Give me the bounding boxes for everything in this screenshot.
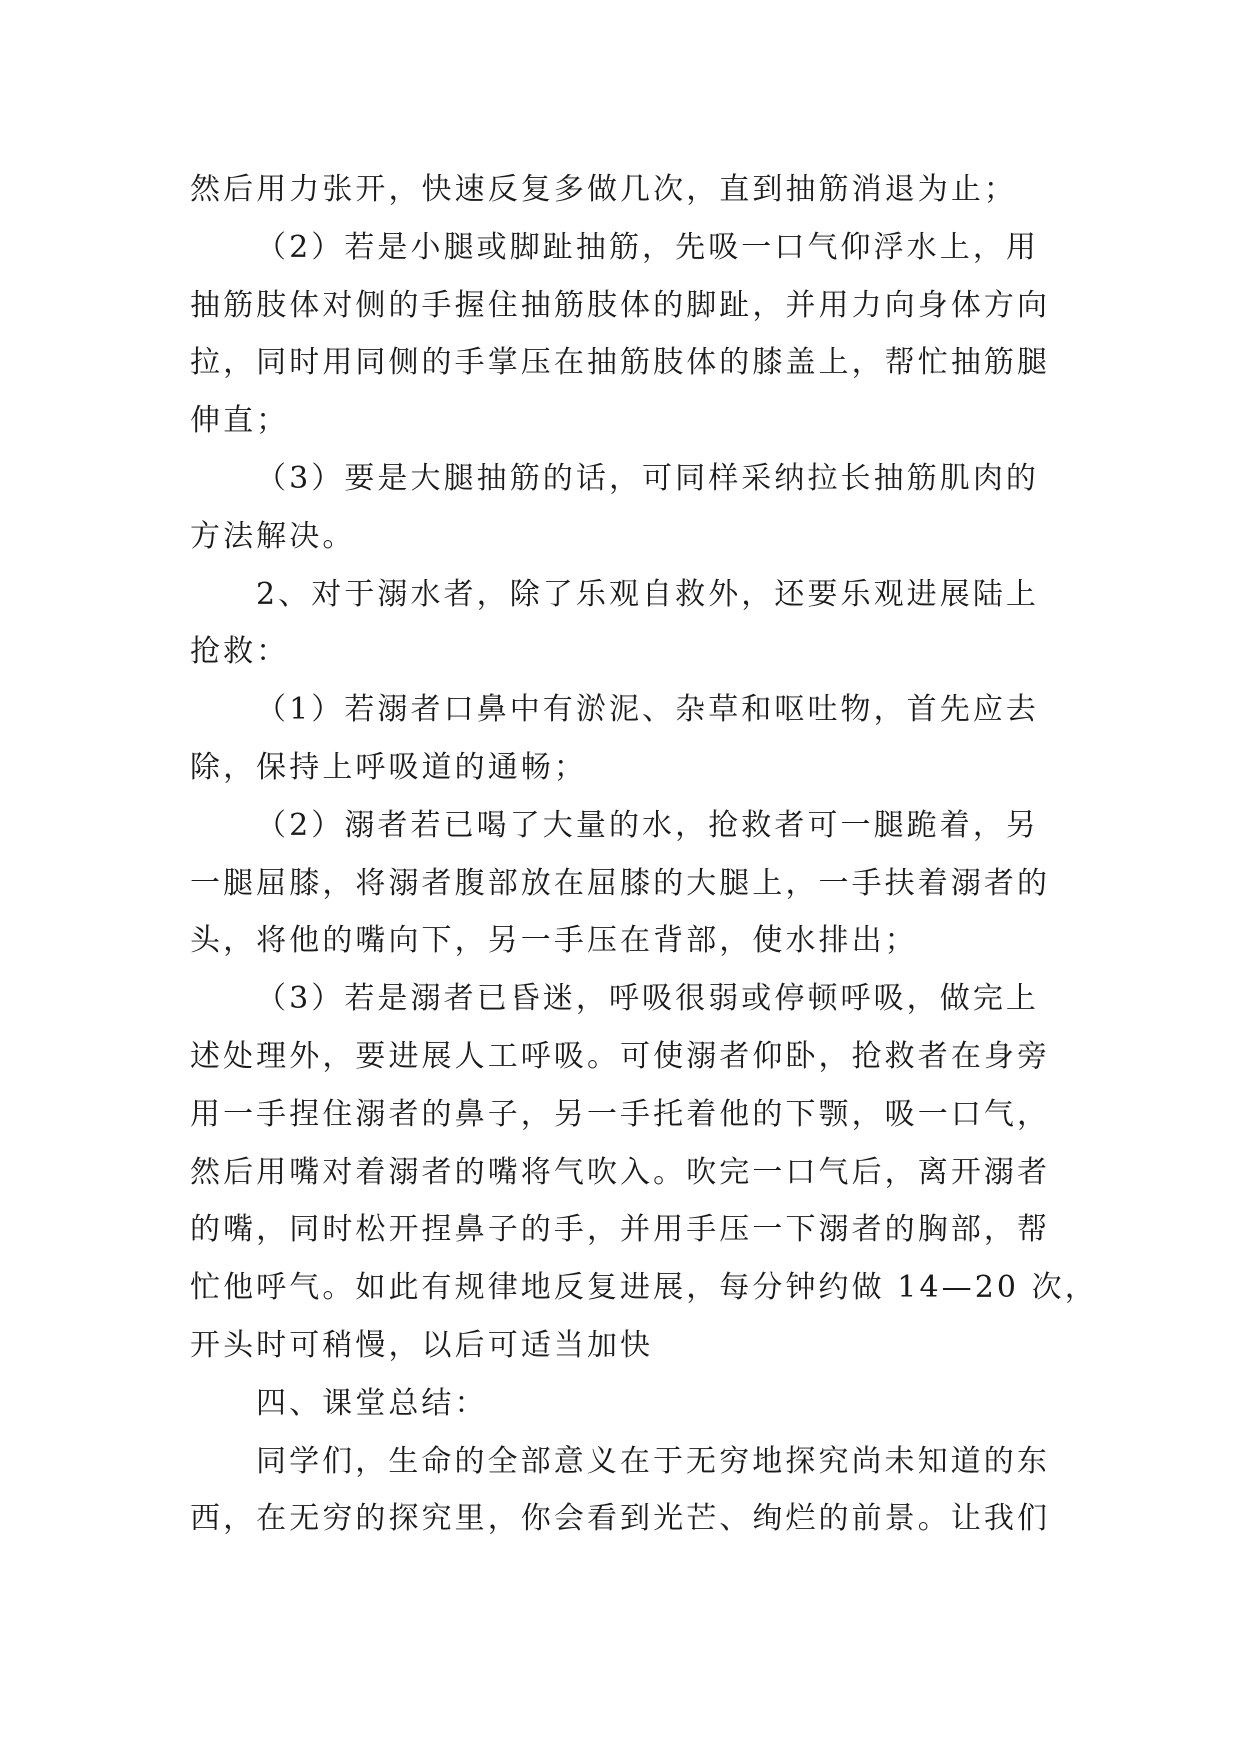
section-heading: [190, 1375, 1241, 1433]
text-line: 抽筋肢体对侧的手握住抽筋肢体的脚趾，并用力向身体方向: [190, 287, 1051, 323]
text-line: 方法解决。: [190, 518, 356, 554]
text-line: 同学们，生命的全部意义在于无穷地探究尚未知道的东: [256, 1443, 1050, 1479]
text-line: （2）若是小腿或脚趾抽筋，先吸一口气仰浮水上，用: [256, 229, 1040, 265]
text-line: 用一手捏住溺者的鼻子，另一手托着他的下颚，吸一口气，: [190, 1096, 1051, 1132]
text-line: 然后用嘴对着溺者的嘴将气吹入。吹完一口气后，离开溺者: [190, 1154, 1051, 1190]
text-line: 四、课堂总结：: [256, 1385, 488, 1421]
text-line: 一腿屈膝，将溺者腹部放在屈膝的大腿上，一手扶着溺者的: [190, 865, 1051, 901]
text-line: 西，在无穷的探究里，你会看到光芒、绚烂的前景。让我们: [190, 1501, 1051, 1537]
text-line: 拉，同时用同侧的手掌压在抽筋肢体的膝盖上，帮忙抽筋腿: [190, 345, 1051, 381]
text-line: 然后用力张开，快速反复多做几次，直到抽筋消退为止；: [190, 172, 1017, 207]
text-line: 开头时可稍慢，以后可适当加快: [190, 1327, 654, 1363]
paragraph-continuation: [190, 161, 1241, 219]
text-line: 头，将他的嘴向下，另一手压在背部，使水排出；: [190, 923, 918, 959]
paragraph: [190, 797, 1241, 970]
paragraph: [190, 219, 1241, 450]
text-line: （2）溺者若已喝了大量的水，抢救者可一腿跪着，另: [256, 807, 1040, 843]
paragraph: [190, 566, 1241, 682]
text-line: 忙他呼气。如此有规律地反复进展，每分钟约做 14—20 次，: [190, 1270, 1098, 1306]
text-line: 述处理外，要进展人工呼吸。可使溺者仰卧，抢救者在身旁: [190, 1038, 1051, 1074]
text-line: 的嘴，同时松开捏鼻子的手，并用手压一下溺者的胸部，帮: [190, 1212, 1051, 1248]
text-line: 伸直；: [190, 403, 290, 439]
text-line: （1）若溺者口鼻中有淤泥、杂草和呕吐物，首先应去: [256, 692, 1040, 728]
text-line: 2、对于溺水者，除了乐观自救外，还要乐观进展陆上: [256, 576, 1040, 612]
paragraph: [190, 681, 1241, 797]
text-line: 除，保持上呼吸道的通畅；: [190, 749, 587, 785]
text-line: （3）若是溺者已昏迷，呼吸很弱或停顿呼吸，做完上: [256, 981, 1040, 1017]
text-line: 抢救：: [190, 634, 290, 670]
text-line: （3）要是大腿抽筋的话，可同样采纳拉长抽筋肌肉的: [256, 460, 1040, 496]
paragraph: [190, 450, 1241, 566]
paragraph: [190, 970, 1241, 1375]
paragraph: [190, 1433, 1241, 1549]
